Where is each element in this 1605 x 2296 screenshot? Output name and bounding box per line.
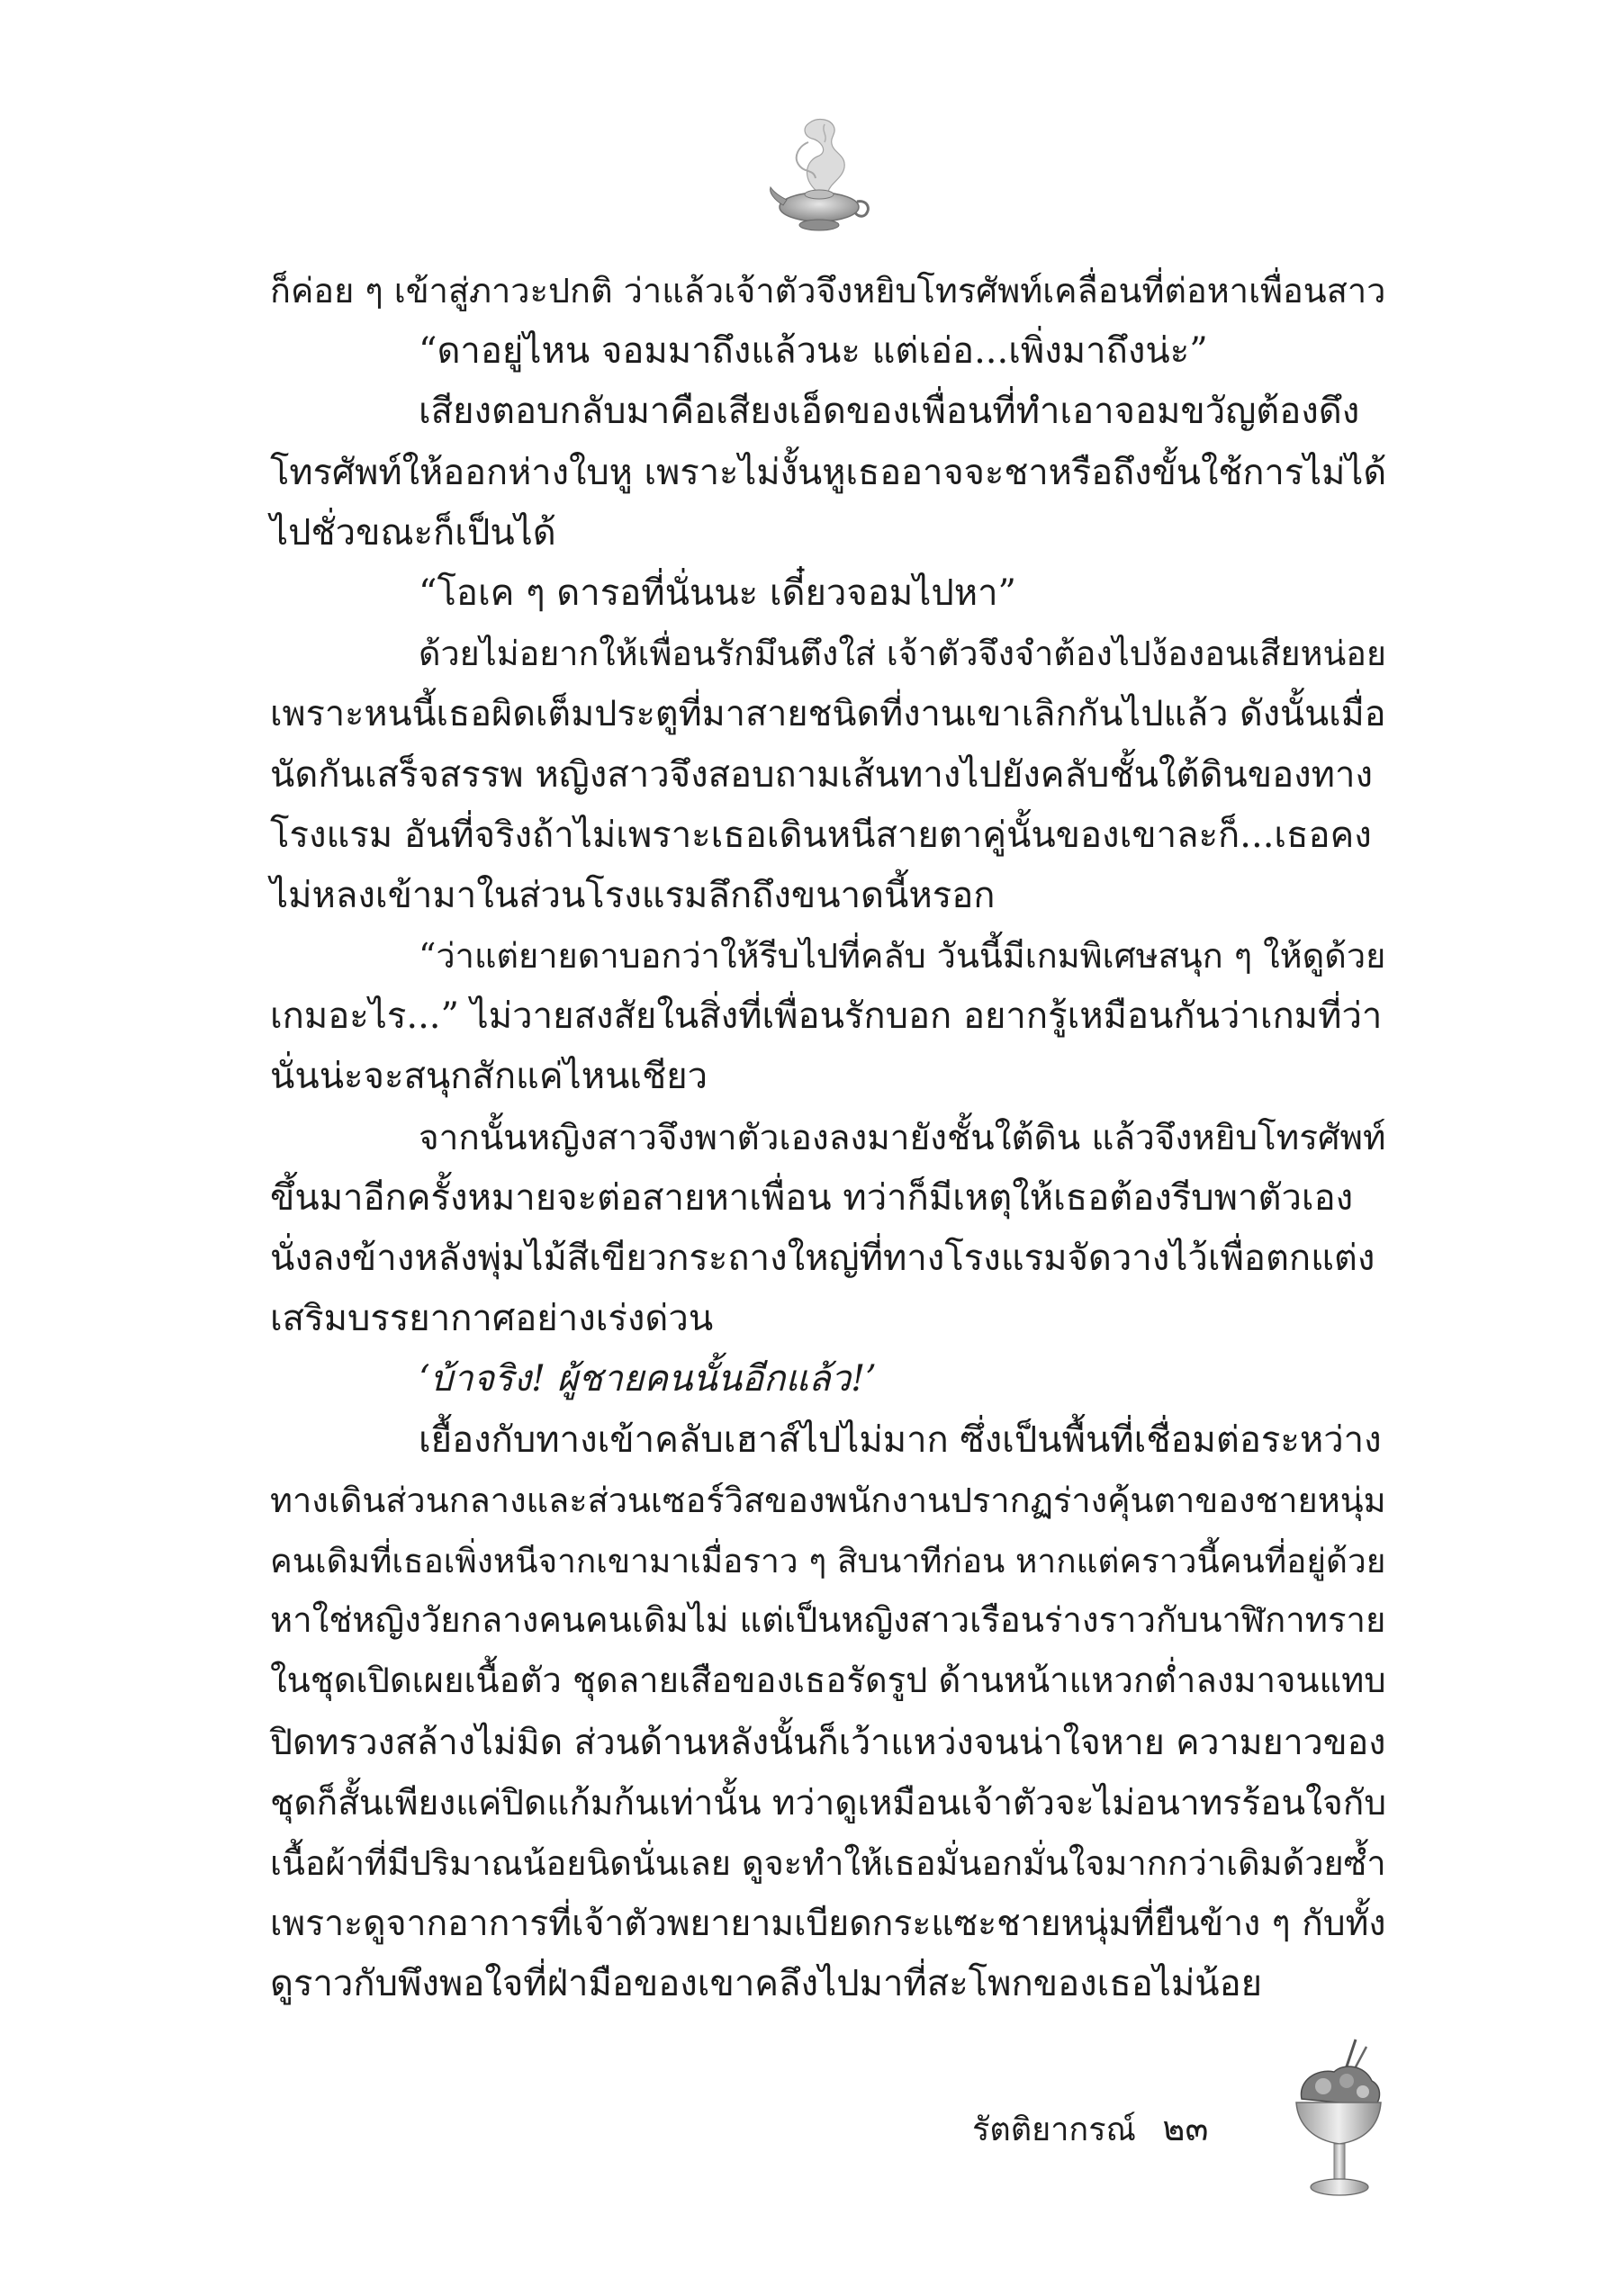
text-line: ไปชั่วขณะก็เป็นได้ [270, 511, 556, 554]
text-line: หาใช่หญิงวัยกลางคนคนเดิมไม่ แต่เป็นหญิงสาวเรือนร่างราวกับนาฬิกาทราย [270, 1601, 1386, 1642]
text-line: ในชุดเปิดเผยเนื้อตัว ชุดลายเสือของเธอรัดรูป ด้านหน้าแหวกต่ำลงมาจนแทบ [270, 1661, 1386, 1702]
text-line: จากนั้นหญิงสาวจึงพาตัวเองลงมายังชั้นใต้ดิน แล้วจึงหยิบโทรศัพท์ [419, 1117, 1386, 1158]
text-line: โทรศัพท์ให้ออกห่างใบหู เพราะไม่งั้นหูเธออาจจะชาหรือถึงขั้นใช้การไม่ได้ [270, 451, 1387, 493]
book-title: รัตติยากรณ์ [972, 2111, 1136, 2148]
text-line: เสริมบรรยากาศอย่างเร่งด่วน [270, 1298, 714, 1340]
text-line: ‘บ้าจริง! ผู้ชายคนนั้นอีกแล้ว!’ [419, 1358, 877, 1400]
text-line: ชุดก็สั้นเพียงแค่ปิดแก้มก้นเท่านั้น ทว่าดูเหมือนเจ้าตัวจะไม่อนาทรร้อนใจกับ [270, 1782, 1387, 1823]
text-line: เยื้องกับทางเข้าคลับเฮาส์ไปไม่มาก ซึ่งเป็นพื้นที่เชื่อมต่อระหว่าง [419, 1418, 1382, 1461]
text-line: ขึ้นมาอีกครั้งหมายจะต่อสายหาเพื่อน ทว่าก็มีเหตุให้เธอต้องรีบพาตัวเอง [270, 1176, 1354, 1219]
text-line: ไม่หลงเข้ามาในส่วนโรงแรมลึกถึงขนาดนี้หรอก [270, 874, 996, 916]
text-line: คนเดิมที่เธอเพิ่งหนีจากเขามาเมื่อราว ๆ สิบนาทีก่อน หากแต่คราวนี้คนที่อยู่ด้วย [270, 1541, 1386, 1580]
text-line: เพราะหนนี้เธอผิดเต็มประตูที่มาสายชนิดที่งานเขาเลิกกันไปแล้ว ดังนั้นเมื่อ [270, 693, 1386, 735]
text-line: นั่นน่ะจะสนุกสักแค่ไหนเชียว [270, 1056, 708, 1098]
ice-cream-sundae-icon [1289, 2036, 1388, 2216]
page-number: ๒๓ [1162, 2109, 1209, 2148]
text-line: ก็ค่อย ๆ เข้าสู่ภาวะปกติ ว่าแล้วเจ้าตัวจึงหยิบโทรศัพท์เคลื่อนที่ต่อหาเพื่อนสาว [270, 271, 1386, 311]
text-line: ดูราวกับพึงพอใจที่ฝ่ามือของเขาคลึงไปมาที่สะโพกของเธอไม่น้อย [270, 1963, 1263, 2005]
text-line: ด้วยไม่อยากให้เพื่อนรักมึนตึงใส่ เจ้าตัวจึงจำต้องไปง้องอนเสียหน่อย [419, 634, 1386, 674]
text-line: ปิดทรวงสล้างไม่มิด ส่วนด้านหลังนั้นก็เว้าแหว่งจนน่าใจหาย ความยาวของ [270, 1722, 1386, 1763]
page-footer [972, 2102, 1208, 2156]
text-line: ทางเดินส่วนกลางและส่วนเซอร์วิสของพนักงานปรากฏร่างคุ้นตาของชายหนุ่ม [270, 1480, 1386, 1520]
text-line: เนื้อผ้าที่มีปริมาณน้อยนิดนั่นเลย ดูจะทำให้เธอมั่นอกมั่นใจมากกว่าเดิมด้วยซ้ำ [270, 1842, 1386, 1883]
text-line: “ว่าแต่ยายดาบอกว่าให้รีบไปที่คลับ วันนี้มีเกมพิเศษสนุก ๆ ให้ดูด้วย [419, 936, 1386, 977]
text-line: “โอเค ๆ ดารอที่นั่นนะ เดี๋ยวจอมไปหา” [419, 572, 1017, 614]
body-text [270, 261, 1386, 2014]
text-line: เสียงตอบกลับมาคือเสียงเอ็ดของเพื่อนที่ทำเอาจอมขวัญต้องดึง [419, 391, 1360, 433]
text-line: “ดาอยู่ไหน จอมมาถึงแล้วนะ แต่เอ่อ...เพิ่งมาถึงน่ะ” [419, 330, 1208, 373]
text-line: เกมอะไร...” ไม่วายสงสัยในสิ่งที่เพื่อนรักบอก อยากรู้เหมือนกันว่าเกมที่ว่า [270, 995, 1383, 1038]
text-line: เพราะดูจากอาการที่เจ้าตัวพยายามเบียดกระแซะชายหนุ่มที่ยืนข้าง ๆ กับทั้ง [270, 1904, 1386, 1945]
text-line: โรงแรม อันที่จริงถ้าไม่เพราะเธอเดินหนีสายตาคู่นั้นของเขาละก็...เธอคง [270, 814, 1372, 856]
magic-lamp-icon [765, 106, 873, 241]
text-line: นั่งลงข้างหลังพุ่มไม้สีเขียวกระถางใหญ่ที่ทางโรงแรมจัดวางไว้เพื่อตกแต่ง [270, 1238, 1375, 1279]
text-line: นัดกันเสร็จสรรพ หญิงสาวจึงสอบถามเส้นทางไปยังคลับชั้นใต้ดินของทาง [270, 753, 1374, 796]
